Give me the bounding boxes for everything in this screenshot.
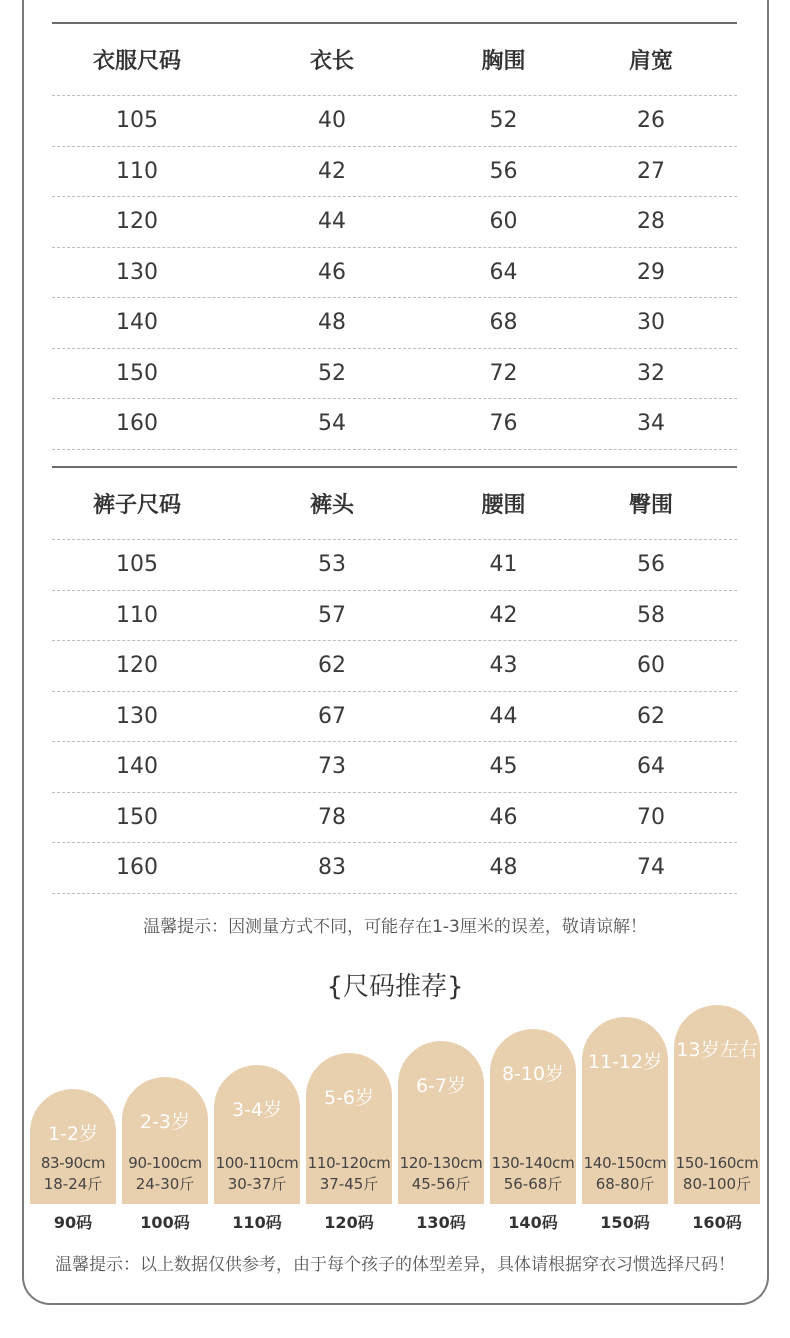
table-cell: 41 xyxy=(489,552,518,578)
bar-height-label: 100-110cm xyxy=(215,1154,299,1172)
table-cell: 76 xyxy=(489,411,518,437)
bar-age-label: 3-4岁 xyxy=(231,1099,283,1121)
bar-height-label: 140-150cm xyxy=(583,1154,667,1172)
bar-size-label: 100码 xyxy=(140,1213,190,1232)
table-cell: 40 xyxy=(318,108,346,134)
bar-weight-label: 68-80斤 xyxy=(595,1175,655,1193)
table-cell: 130 xyxy=(116,703,158,729)
recommend-title: {尺码推荐} xyxy=(326,972,464,1002)
table-header-cell: 胸围 xyxy=(481,49,526,74)
size-bar xyxy=(398,1041,484,1204)
table-cell: 58 xyxy=(637,602,665,628)
bar-height-label: 150-160cm xyxy=(675,1154,759,1172)
table-cell: 48 xyxy=(489,855,518,881)
table-cell: 56 xyxy=(489,158,518,184)
bar-weight-label: 18-24斤 xyxy=(43,1175,103,1193)
reference-note: 温馨提示：以上数据仅供参考，由于每个孩子的体型差异，具体请根据穿衣习惯选择尺码！ xyxy=(55,1255,735,1275)
bar-size-label: 150码 xyxy=(600,1213,650,1232)
table-cell: 62 xyxy=(637,703,665,729)
bar-weight-label: 45-56斤 xyxy=(411,1175,471,1193)
table-cell: 26 xyxy=(637,108,665,134)
bar-size-label: 120码 xyxy=(324,1213,374,1232)
table-cell: 68 xyxy=(489,310,518,336)
table-cell: 72 xyxy=(489,360,518,386)
bar-weight-label: 37-45斤 xyxy=(319,1175,379,1193)
table-cell: 120 xyxy=(116,209,158,235)
table-cell: 110 xyxy=(116,602,158,628)
size-bar xyxy=(306,1053,392,1204)
table-header-cell: 腰围 xyxy=(481,493,526,518)
size-bar xyxy=(214,1065,300,1204)
bar-age-label: 6-7岁 xyxy=(415,1075,467,1097)
table-cell: 150 xyxy=(116,804,158,830)
table-cell: 83 xyxy=(318,855,346,881)
table-cell: 110 xyxy=(116,158,158,184)
bar-age-label: 2-3岁 xyxy=(139,1111,191,1133)
table-cell: 53 xyxy=(318,552,346,578)
bar-height-label: 120-130cm xyxy=(399,1154,483,1172)
size-bar xyxy=(30,1089,116,1204)
table-header-cell: 衣长 xyxy=(309,49,354,74)
bar-height-label: 90-100cm xyxy=(128,1154,202,1172)
bar-age-label: 13岁左右 xyxy=(676,1039,758,1061)
size-bar xyxy=(582,1017,668,1204)
table-cell: 105 xyxy=(116,108,158,134)
table-cell: 60 xyxy=(637,653,665,679)
size-bar xyxy=(674,1005,760,1204)
table-cell: 46 xyxy=(489,804,518,830)
table-cell: 28 xyxy=(637,209,665,235)
table-cell: 46 xyxy=(318,259,346,285)
table-cell: 140 xyxy=(116,310,158,336)
table-cell: 52 xyxy=(489,108,518,134)
table-cell: 57 xyxy=(318,602,346,628)
table-cell: 120 xyxy=(116,653,158,679)
table-cell: 74 xyxy=(637,855,665,881)
table-cell: 32 xyxy=(637,360,665,386)
table-cell: 27 xyxy=(637,158,665,184)
size-bar xyxy=(122,1077,208,1204)
bar-age-label: 11-12岁 xyxy=(587,1051,663,1073)
table-header-cell: 裤子尺码 xyxy=(92,493,181,518)
table-cell: 160 xyxy=(116,411,158,437)
table-cell: 140 xyxy=(116,754,158,780)
bar-age-label: 5-6岁 xyxy=(323,1087,375,1109)
bar-weight-label: 24-30斤 xyxy=(135,1175,195,1193)
table-cell: 45 xyxy=(489,754,518,780)
table-cell: 70 xyxy=(637,804,665,830)
table-cell: 48 xyxy=(318,310,346,336)
table-cell: 60 xyxy=(489,209,518,235)
table-cell: 64 xyxy=(489,259,518,285)
bar-age-label: 8-10岁 xyxy=(501,1063,565,1085)
table-cell: 67 xyxy=(318,703,346,729)
bar-weight-label: 80-100斤 xyxy=(682,1175,752,1193)
table-cell: 73 xyxy=(318,754,346,780)
table-cell: 54 xyxy=(318,411,346,437)
table-cell: 43 xyxy=(489,653,518,679)
bar-weight-label: 30-37斤 xyxy=(227,1175,287,1193)
bar-age-label: 1-2岁 xyxy=(47,1123,99,1145)
table-cell: 130 xyxy=(116,259,158,285)
bar-size-label: 130码 xyxy=(416,1213,466,1232)
table-cell: 160 xyxy=(116,855,158,881)
table-cell: 56 xyxy=(637,552,665,578)
measurement-note: 温馨提示：因测量方式不同，可能存在1-3厘米的误差，敬请谅解！ xyxy=(143,917,647,937)
table-cell: 42 xyxy=(489,602,518,628)
table-cell: 150 xyxy=(116,360,158,386)
bar-height-label: 110-120cm xyxy=(307,1154,391,1172)
bar-height-label: 83-90cm xyxy=(40,1154,106,1172)
bar-weight-label: 56-68斤 xyxy=(503,1175,563,1193)
table-header-cell: 裤头 xyxy=(309,493,354,518)
table-cell: 44 xyxy=(318,209,346,235)
table-cell: 105 xyxy=(116,552,158,578)
bar-size-label: 110码 xyxy=(232,1213,282,1232)
table-cell: 42 xyxy=(318,158,346,184)
bar-height-label: 130-140cm xyxy=(491,1154,575,1172)
bar-size-label: 140码 xyxy=(508,1213,558,1232)
table-cell: 52 xyxy=(318,360,346,386)
table-cell: 44 xyxy=(489,703,518,729)
table-cell: 30 xyxy=(637,310,665,336)
table-cell: 62 xyxy=(318,653,346,679)
table-header-cell: 肩宽 xyxy=(628,49,673,74)
table-cell: 29 xyxy=(637,259,665,285)
size-bar xyxy=(490,1029,576,1204)
table-cell: 78 xyxy=(318,804,346,830)
bar-size-label: 90码 xyxy=(53,1213,93,1232)
table-header-cell: 臀围 xyxy=(628,493,673,518)
table-cell: 64 xyxy=(637,754,665,780)
table-header-cell: 衣服尺码 xyxy=(92,49,181,74)
table-cell: 34 xyxy=(637,411,665,437)
bar-size-label: 160码 xyxy=(692,1213,742,1232)
